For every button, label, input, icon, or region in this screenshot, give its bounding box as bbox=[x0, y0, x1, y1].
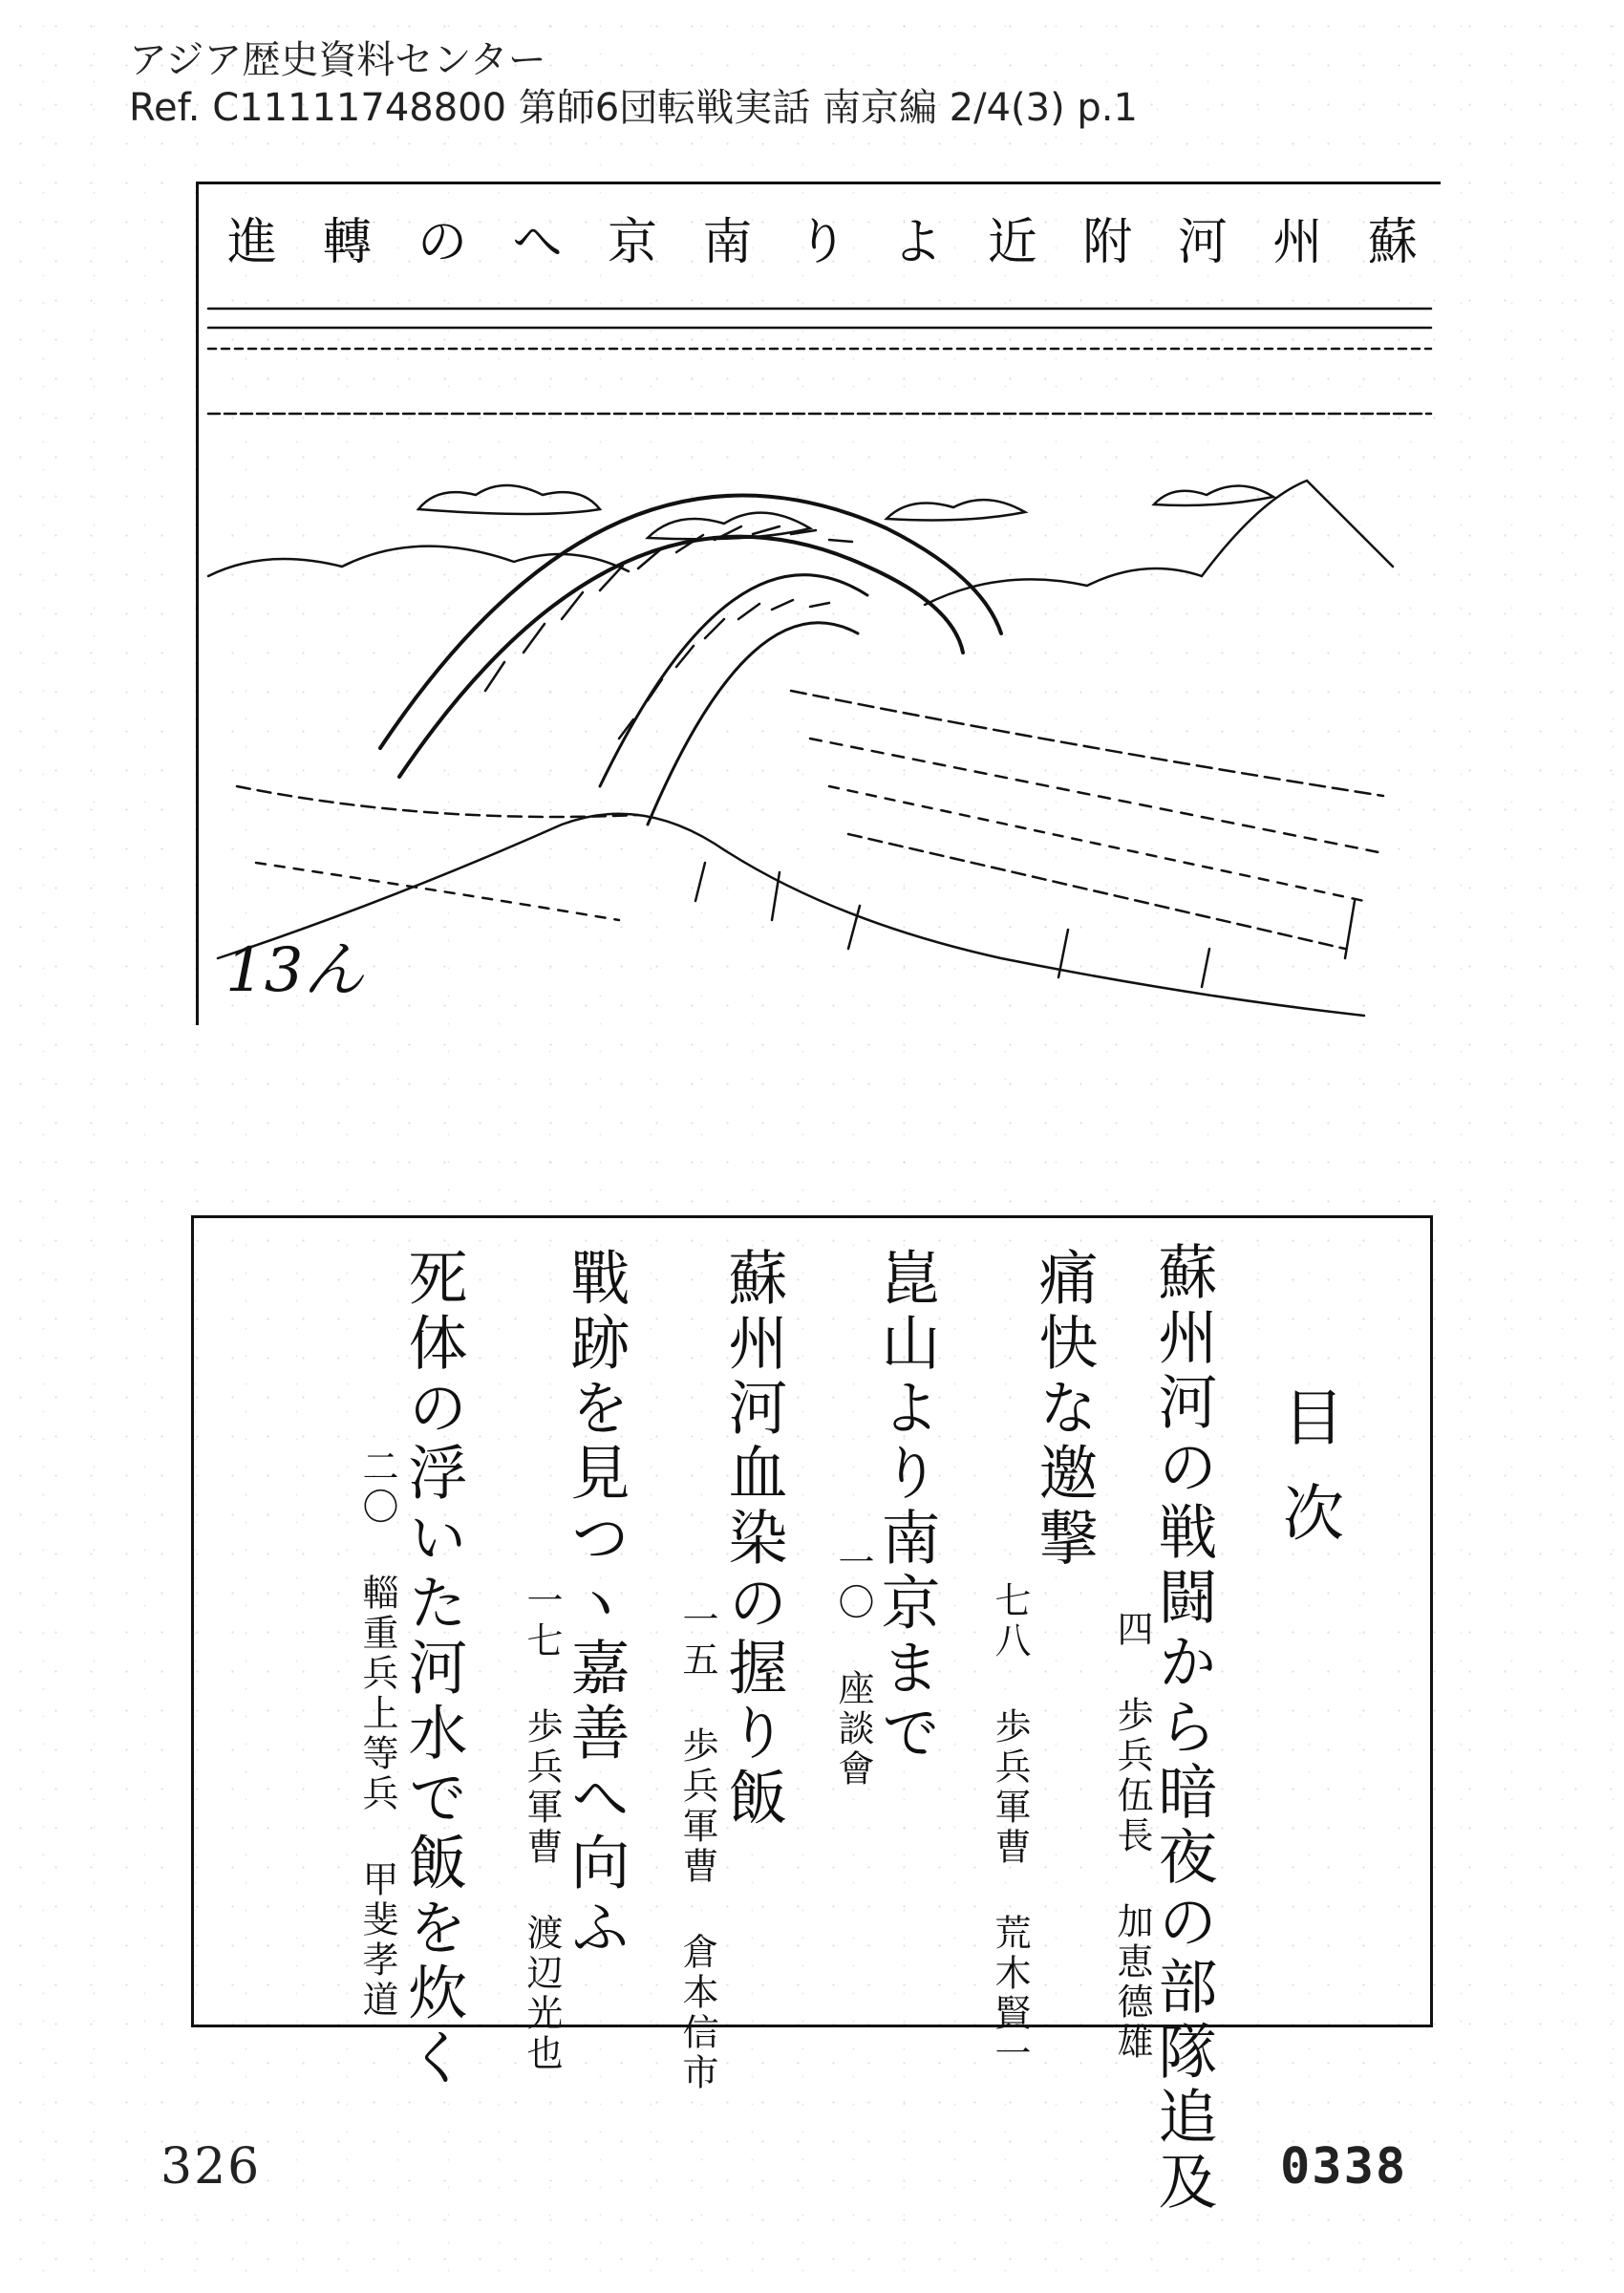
archive-header bbox=[129, 36, 1138, 132]
title-char: 河 bbox=[1177, 214, 1231, 271]
title-char: り bbox=[797, 214, 851, 271]
title-char: の bbox=[417, 214, 471, 271]
toc-entry-author: 一七 歩兵軍曹 渡辺光也 bbox=[521, 1581, 563, 2074]
title-char: 近 bbox=[987, 214, 1041, 271]
toc-entry-title: 痛快な邀撃 bbox=[1029, 1247, 1099, 1572]
title-char: 南 bbox=[702, 214, 757, 271]
page-number-left: 326 bbox=[160, 2138, 262, 2196]
title-char: よ bbox=[892, 214, 947, 271]
title-char: 蘇 bbox=[1367, 214, 1421, 271]
title-char: へ bbox=[512, 214, 566, 271]
illustration-panel bbox=[196, 182, 1441, 1025]
title-char: 轉 bbox=[322, 214, 376, 271]
title-char: 附 bbox=[1082, 214, 1137, 271]
reference-line: Ref. C11111748800 第師6団転戦実話 南京編 2/4(3) p.1 bbox=[129, 86, 1138, 130]
title-char: 進 bbox=[227, 214, 282, 271]
title-char: 州 bbox=[1272, 214, 1327, 271]
page-number-right: 0338 bbox=[1280, 2138, 1408, 2196]
toc-heading: 目次 bbox=[1272, 1385, 1343, 1576]
toc-entry-author: 七八 歩兵軍曹 荒木賢一 bbox=[989, 1581, 1031, 2074]
illustration-number: 13ん bbox=[225, 935, 365, 1006]
toc-entry-author: 一〇 座談會 bbox=[832, 1543, 874, 1789]
toc-entry-title: 蘇州河の戦闘から暗夜の部隊追及 bbox=[1148, 1241, 1218, 2216]
toc-entry-author: 四 歩兵伍長 加恵德雄 bbox=[1111, 1610, 1153, 2063]
toc-entry-author: 二〇 輜重兵上等兵 甲斐孝道 bbox=[356, 1447, 398, 2021]
illustration-title bbox=[227, 209, 1421, 276]
toc-entry-title: 蘇州河血染の握り飯 bbox=[718, 1247, 788, 1832]
bridge-sketch bbox=[199, 289, 1441, 1025]
toc-entry-title: 崑山より南京まで bbox=[871, 1247, 941, 1767]
toc-entry-author: 一五 歩兵軍曹 倉本信市 bbox=[676, 1600, 718, 2093]
toc-entry-title: 戰跡を見つヽ嘉善へ向ふ bbox=[561, 1247, 630, 1961]
title-char: 京 bbox=[607, 214, 661, 271]
toc-entry-title: 死体の浮いた河水で飯を炊く bbox=[398, 1247, 468, 2091]
archive-name: アジア歴史資料センター bbox=[129, 38, 546, 82]
